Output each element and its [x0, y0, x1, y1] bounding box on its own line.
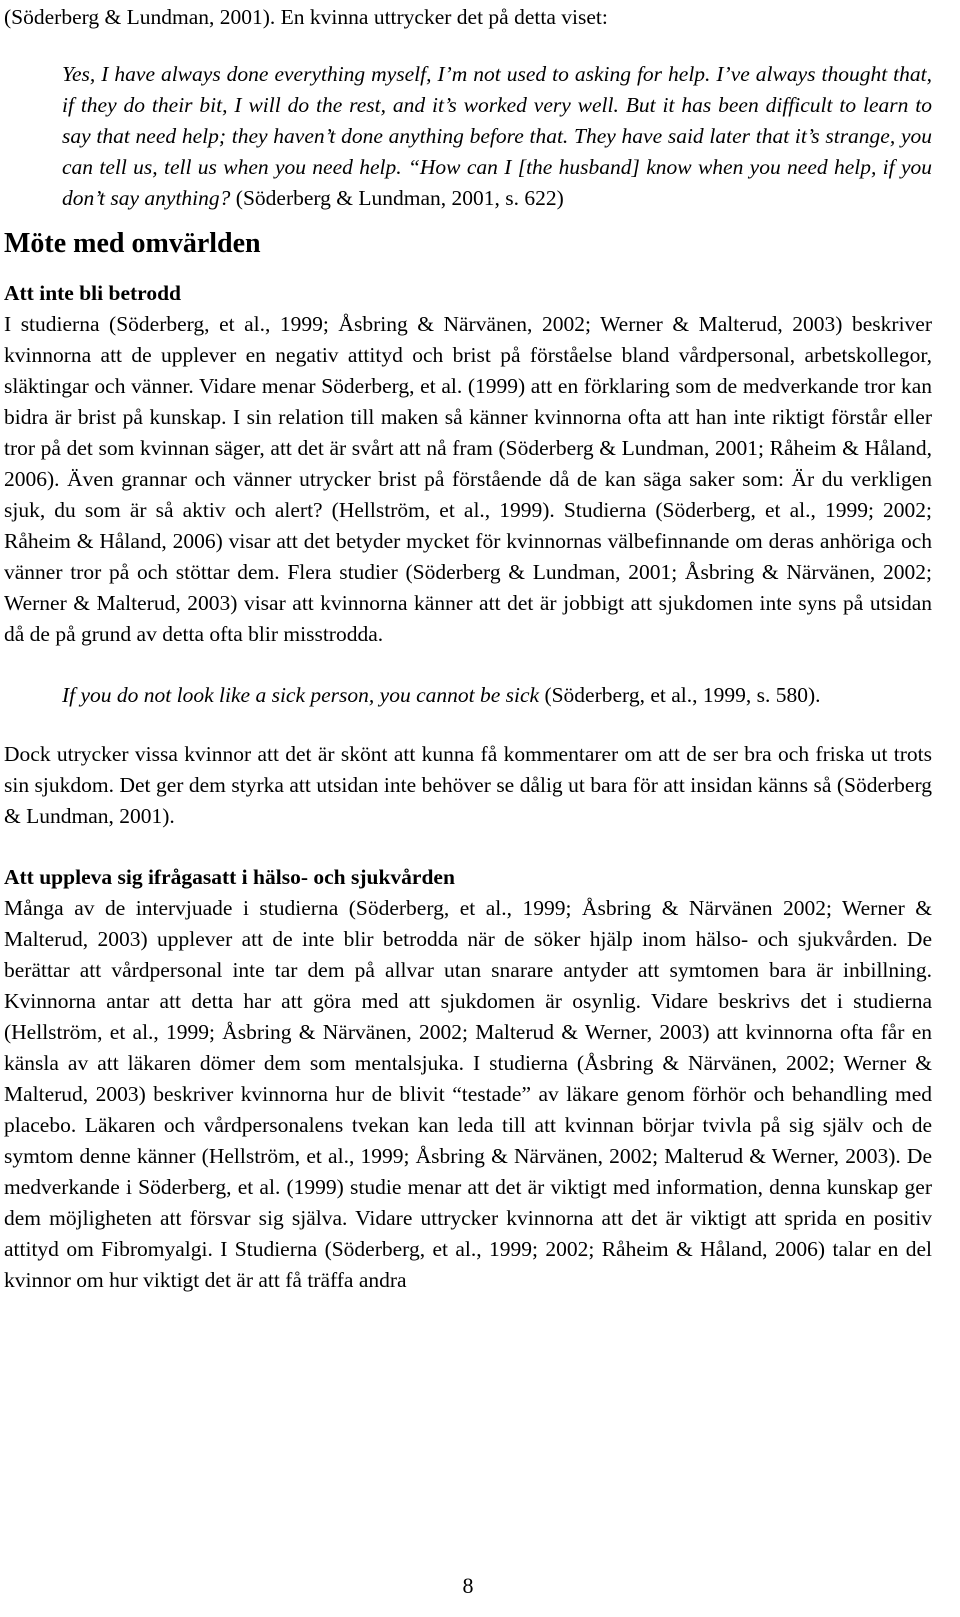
quote-1-text: Yes, I have always done everything myself, I’m not used to asking for help. I’ve always thought that, if they do their bit, I will do the rest, and it’s worked very well. But it has been difficult to learn to say that need help; they haven’t done anything before that. They have said later that it’s strange, you can tell us, tell us when you need help. “How can I [the husband] know when you need help, if you don’t say anything?	[62, 62, 932, 210]
quote-1-reference: (Söderberg & Lundman, 2001, s. 622)	[230, 186, 564, 210]
paragraph-3: Många av de intervjuade i studierna (Söderberg, et al., 1999; Åsbring & Närvänen 2002; Werner & Malterud, 2003) upplever att de inte blir betrodda när de söker hjälp inom hälso- och sjukvården. De berättar att vårdpersonal inte tar dem på allvar utan snarare antyder att symtomen bara är inbillning. Kvinnorna antar att detta har att göra med att sjukdomen är osynlig. Vidare beskrivs det i studierna (Hellström, et al., 1999; Åsbring & Närvänen, 2002; Malterud & Werner, 2003) att kvinnorna ofta får en känsla av att läkaren dömer dem som mentalsjuka. I studierna (Åsbring & Närvänen, 2002; Werner & Malterud, 2003) beskriver kvinnorna hur de blivit “testade” av läkare genom förhör och behandling med placebo. Läkaren och vårdpersonalens tvekan kan leda till att kvinnan börjar tvivla på sig själv och de symtom denne känner (Hellström, et al., 1999; Åsbring & Närvänen, 2002; Malterud & Werner, 2003). De medverkande i Söderberg, et al. (1999) studie menar att det är viktigt med information, denna kunskap ger dem möjligheten att försvar sig själva. Vidare uttrycker kvinnorna att det är viktigt att sprida en positiv attityd om Fibromyalgi. I Studierna (Söderberg, et al., 1999; 2002; Råheim & Håland, 2006) talar en del kvinnor om hur viktigt det är att få träffa andra	[4, 896, 932, 1292]
section-heading-mote-med-omvarlden: Möte med omvärlden	[4, 228, 261, 259]
subheading-att-uppleva-sig-ifragasatt: Att uppleva sig ifrågasatt i hälso- och sjukvården	[4, 865, 455, 889]
quote-2-text: If you do not look like a sick person, you cannot be sick	[62, 683, 540, 707]
paragraph-1: I studierna (Söderberg, et al., 1999; Åsbring & Närvänen, 2002; Werner & Malterud, 2003) beskriver kvinnorna att de upplever en negativ attityd och brist på förståelse bland vårdpersonal, arbetskollegor, släktingar och vänner. Vidare menar Söderberg, et al. (1999) att en förklaring som de medverkande tror kan bidra är brist på kunskap. I sin relation till maken så känner kvinnorna ofta att han inte riktigt förstår eller tror på det som kvinnan säger, att det är svårt att nå fram (Söderberg & Lundman, 2001; Råheim & Håland, 2006). Även grannar och vänner utrycker brist på förstående då de kan säga saker som: Är du verkligen sjuk, du som är så aktiv och alert? (Hellström, et al., 1999). Studierna (Söderberg, et al., 1999; 2002; Råheim & Håland, 2006) visar att det betyder mycket för kvinnornas välbefinnande om deras anhöriga och vänner tror på och stöttar dem. Flera studier (Söderberg & Lundman, 2001; Åsbring & Närvänen, 2002; Werner & Malterud, 2003) visar att kvinnorna känner att det är jobbigt att sjukdomen inte syns på utsidan då de på grund av detta ofta blir misstrodda.	[4, 312, 932, 646]
quote-2-reference: (Söderberg, et al., 1999, s. 580).	[539, 683, 821, 707]
block-quote-2	[62, 680, 932, 711]
intro-line: (Söderberg & Lundman, 2001). En kvinna uttrycker det på detta viset:	[4, 5, 608, 29]
page-number: 8	[462, 1573, 474, 1598]
paragraph-2: Dock utrycker vissa kvinnor att det är skönt att kunna få kommentarer om att de ser bra och friska ut trots sin sjukdom. Det ger dem styrka att utsidan inte behöver se dålig ut bara för att insidan känns så (Söderberg & Lundman, 2001).	[4, 742, 932, 828]
block-quote-1	[62, 59, 932, 214]
document-page	[4, 0, 932, 1296]
subheading-att-inte-bli-betrodd: Att inte bli betrodd	[4, 281, 181, 305]
